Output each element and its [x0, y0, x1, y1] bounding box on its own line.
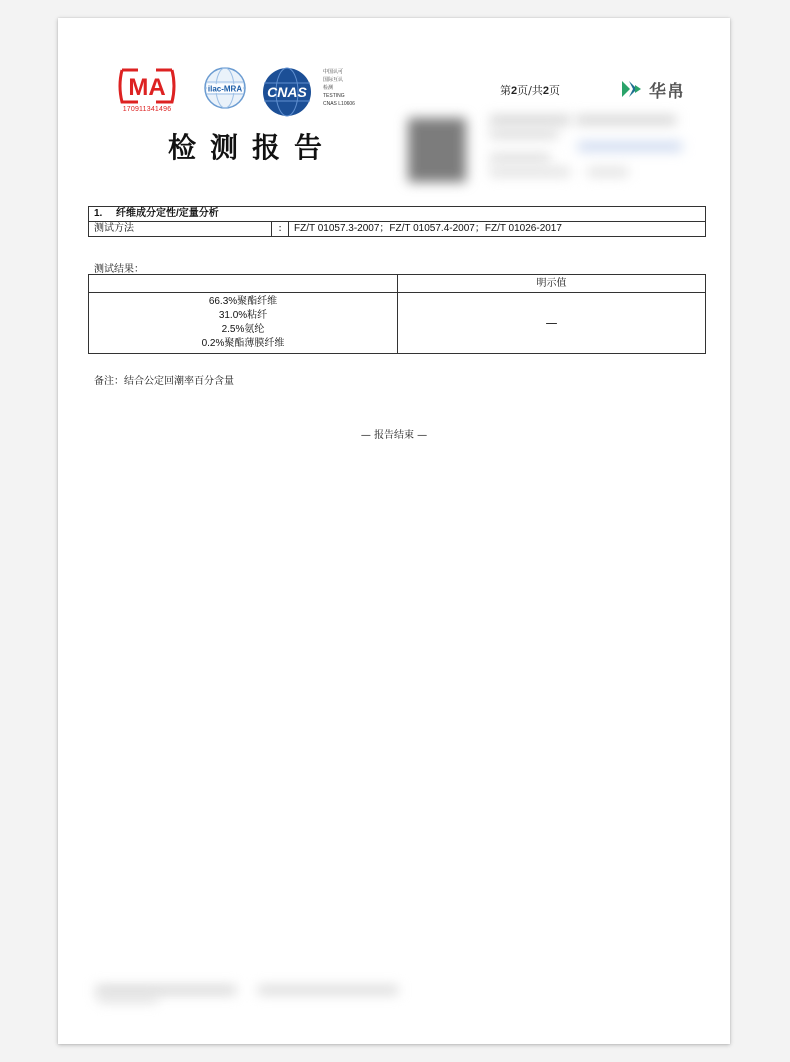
redacted-link [578, 142, 682, 151]
redacted-text [490, 168, 570, 176]
ilac-globe-icon [203, 66, 247, 110]
cnas-info-line: 中国认可 [323, 69, 344, 75]
svg-text:ilac-MRA: ilac-MRA [207, 84, 243, 94]
cma-mark-icon [116, 66, 178, 106]
huabo-brand [621, 78, 685, 100]
composition-item: 66.3%聚酯纤维 [208, 296, 278, 307]
svg-text:MA: MA [128, 74, 166, 101]
section-number: 1. [94, 208, 103, 219]
report-page [58, 18, 730, 1044]
section-header [89, 207, 706, 222]
page-indicator: 第2页/共2页 [500, 84, 560, 97]
cnas-globe-icon [261, 66, 313, 118]
redacted-text [490, 130, 558, 138]
method-label: 测试方法 [89, 222, 272, 237]
method-value: FZ/T 01057.3-2007；FZ/T 01057.4-2007；FZ/T 01026-2017 [289, 222, 706, 237]
section-title: 纤维成分定性/定量分析 [116, 208, 219, 219]
cma-logo [116, 66, 178, 124]
cnas-logo [261, 66, 313, 118]
brand-name: 华帛 [649, 81, 685, 102]
composition-cell [89, 293, 398, 354]
results-label: 测试结果： [94, 264, 144, 275]
redacted-text [490, 154, 550, 162]
cnas-info-line: 国际互认 [323, 77, 344, 83]
redacted-text [576, 116, 676, 124]
declared-value-header: 明示值 [398, 275, 706, 293]
method-separator: : [272, 222, 289, 237]
redacted-footer-text [96, 986, 236, 994]
cnas-info-line: TESTING [323, 93, 345, 99]
section-table [88, 206, 706, 237]
redacted-qr-code [408, 118, 466, 182]
composition-item: 0.2%聚酯薄膜纤维 [201, 338, 285, 349]
redacted-footer-text [258, 986, 398, 994]
results-table [88, 274, 706, 354]
cma-code: 170911341496 [122, 106, 172, 113]
composition-header-cell [89, 275, 398, 293]
cnas-accreditation-info [323, 68, 383, 108]
redacted-text [490, 116, 570, 124]
declared-value: — [398, 293, 706, 354]
report-title: 检测报告 [168, 131, 337, 164]
report-end-marker: — 报告结束 — [360, 430, 428, 441]
cnas-info-line: 检测 [323, 85, 334, 91]
composition-item: 31.0%粘纤 [218, 310, 268, 321]
composition-item: 2.5%氨纶 [221, 324, 265, 335]
remark-note: 备注：结合公定回潮率百分含量 [94, 376, 234, 387]
redacted-footer-text [98, 996, 158, 1002]
huabo-logo-icon [621, 79, 643, 99]
redacted-text [588, 168, 628, 176]
svg-text:CNAS: CNAS [267, 84, 307, 100]
cnas-info-line: CNAS L10606 [323, 101, 355, 107]
ilac-mra-logo [203, 66, 247, 110]
